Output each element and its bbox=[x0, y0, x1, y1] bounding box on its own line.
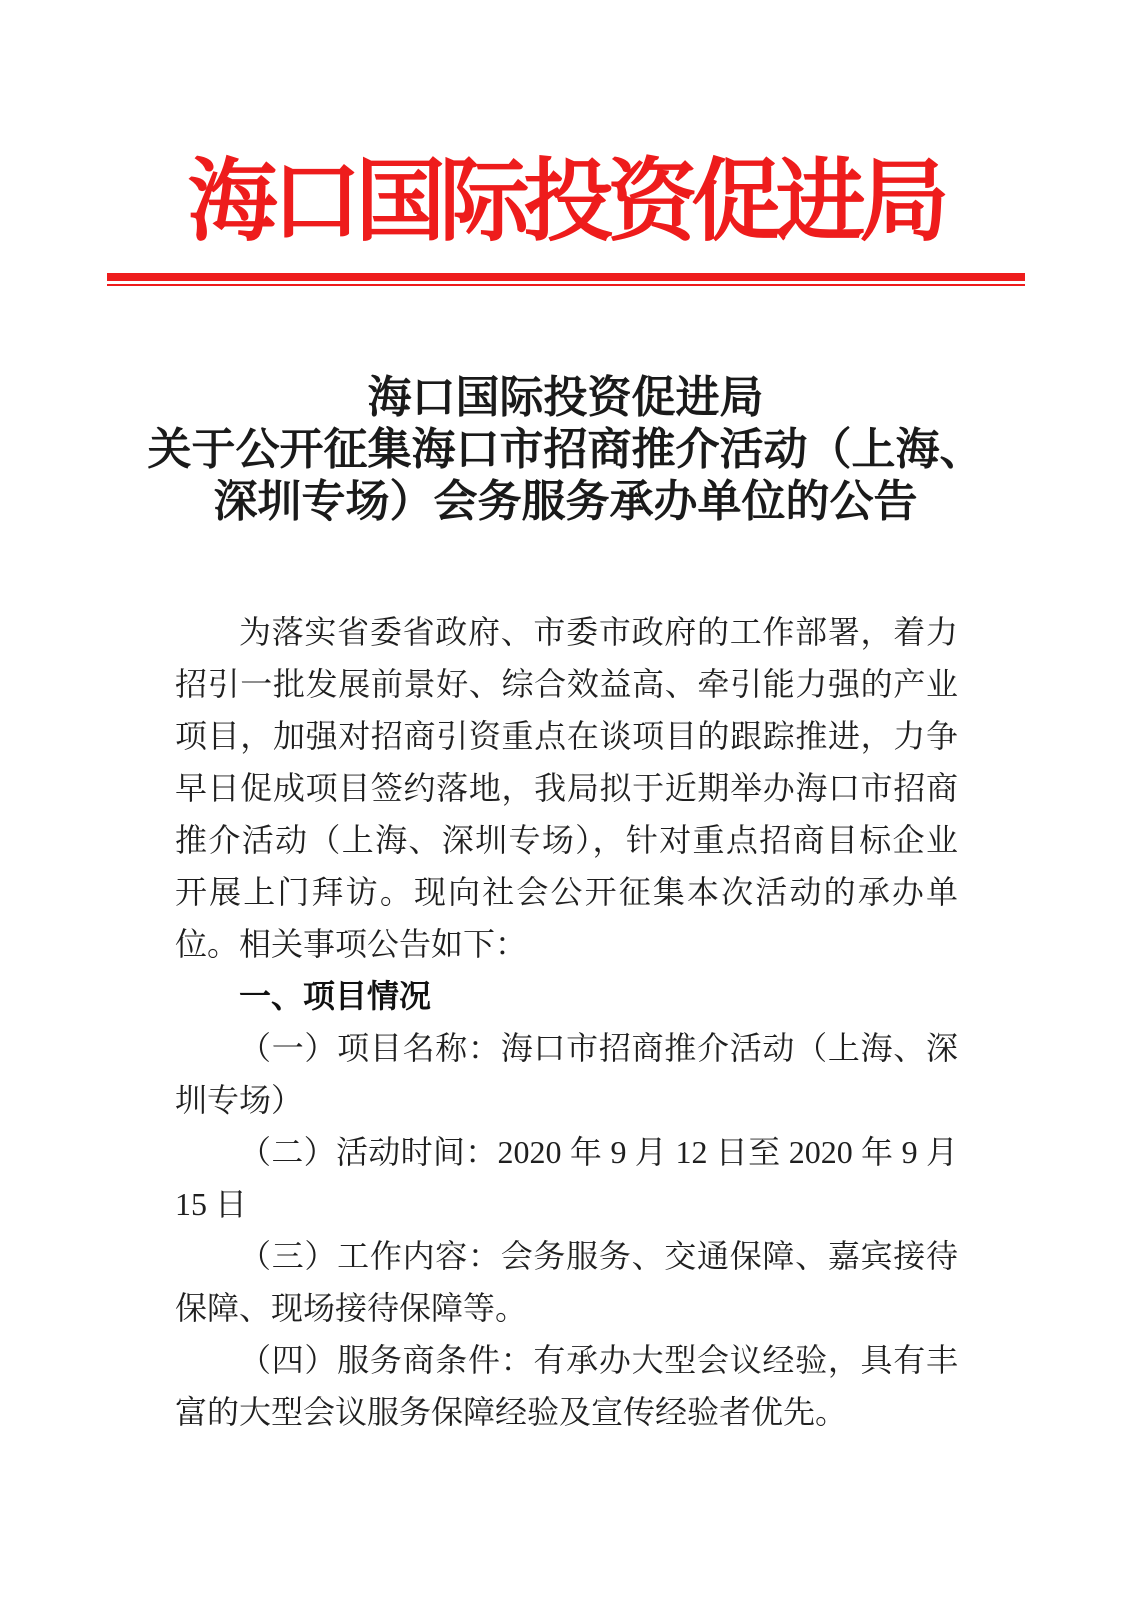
document-title-line-2: 关于公开征集海口市招商推介活动（上海、 bbox=[147, 425, 984, 474]
document-title-line-3: 深圳专场）会务服务承办单位的公告 bbox=[213, 477, 918, 526]
item-work-content: （三）工作内容：会务服务、交通保障、嘉宾接待保障、现场接待保障等。 bbox=[175, 1238, 958, 1326]
letterhead bbox=[0, 0, 1131, 286]
document-title-line-1: 海口国际投资促进局 bbox=[367, 373, 764, 422]
letterhead-org-name: 海口国际投资促进局 bbox=[187, 153, 944, 252]
letterhead-divider bbox=[107, 273, 1025, 286]
divider-thick-line bbox=[107, 273, 1025, 281]
divider-thin-line bbox=[107, 284, 1025, 286]
item-project-name: （一）项目名称：海口市招商推介活动（上海、深圳专场） bbox=[175, 1030, 958, 1118]
item-activity-time: （二）活动时间：2020 年 9 月 12 日至 2020 年 9 月 15 日 bbox=[175, 1134, 958, 1222]
intro-paragraph: 为落实省委省政府、市委市政府的工作部署，着力招引一批发展前景好、综合效益高、牵引能力强的产业项目，加强对招商引资重点在谈项目的跟踪推进，力争早日促成项目签约落地，我局拟于近期举办海口市招商推介活动（上海、深圳专场），针对重点招商目标企业开展上门拜访。现向社会公开征集本次活动的承办单位。相关事项公告如下： bbox=[175, 614, 958, 962]
document-body bbox=[175, 606, 958, 1438]
item-provider-requirements: （四）服务商条件：有承办大型会议经验，具有丰富的大型会议服务保障经验及宣传经验者优先。 bbox=[175, 1342, 958, 1430]
document-title bbox=[80, 372, 1051, 528]
section-heading-project-info: 一、项目情况 bbox=[239, 978, 432, 1014]
